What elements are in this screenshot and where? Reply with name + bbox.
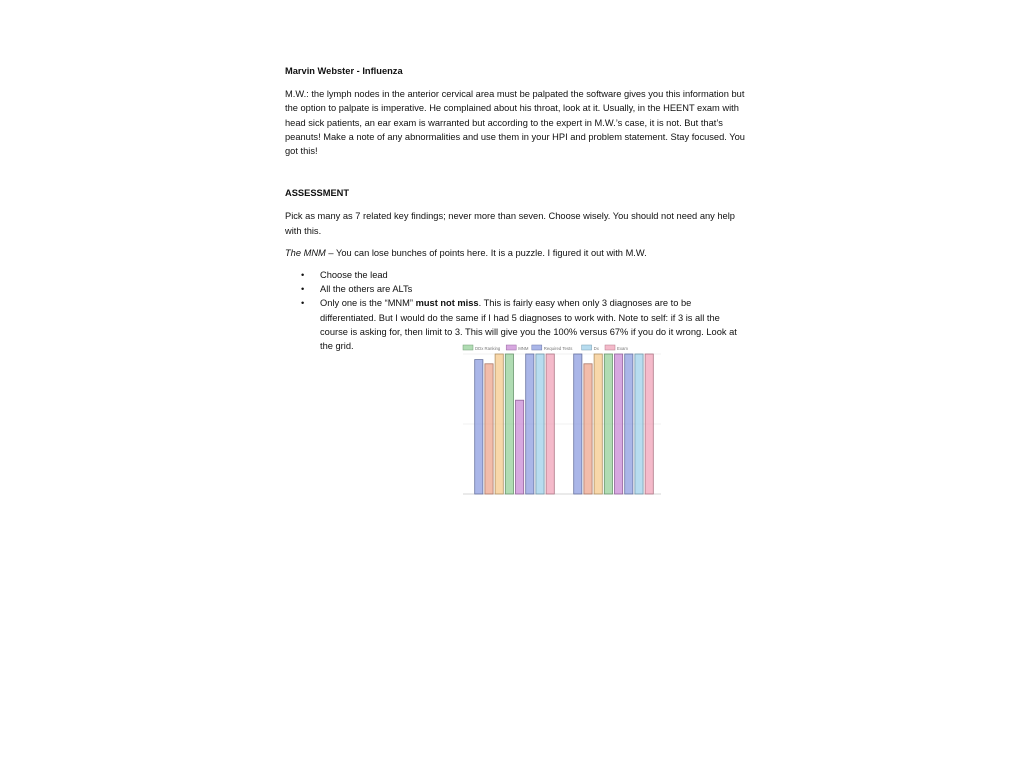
legend-swatch	[463, 345, 473, 350]
bullet-item: • All the others are ALTs	[285, 282, 745, 296]
legend-label: MNM	[518, 345, 529, 351]
bar	[645, 354, 653, 494]
bar	[574, 354, 582, 494]
score-chart	[455, 342, 665, 500]
bullet-list	[285, 268, 745, 353]
bar	[615, 354, 623, 494]
document-title: Marvin Webster - Influenza	[285, 66, 403, 76]
document-page	[285, 64, 745, 353]
bar	[475, 360, 483, 494]
bar	[635, 354, 643, 494]
legend-label: Dx	[593, 345, 599, 351]
bar	[625, 354, 633, 494]
bar	[546, 354, 554, 494]
bar	[495, 354, 503, 494]
bar	[485, 364, 493, 494]
bar	[505, 354, 513, 494]
legend-label: Required Tests	[543, 345, 573, 351]
bar	[604, 354, 612, 494]
mnm-label: The MNM	[285, 247, 326, 258]
mnm-paragraph	[285, 246, 745, 260]
bar	[584, 364, 592, 494]
legend-swatch	[506, 345, 516, 350]
legend-swatch	[605, 345, 615, 350]
bar	[526, 354, 534, 494]
bar	[536, 354, 544, 494]
legend-label: Exam	[617, 345, 628, 351]
legend-swatch	[532, 345, 542, 350]
bullet-item: • Choose the lead	[285, 268, 745, 282]
mnm-text: – You can lose bunches of points here. It is a puzzle. I figured it out with M.W.	[325, 247, 647, 258]
legend-label: DDx Ranking	[475, 345, 501, 351]
bullet-text: . This is fairly easy when only 3 diagnoses are to be differentiated. But I would do the same if I had 5 diagnoses to work with. Note to self: if 3 is all the course is asking for, then limit to 3. This will give you the 100% versus 67% if you do it wrong. Look at the grid.	[320, 298, 737, 352]
score-chart-svg	[455, 342, 665, 500]
bar	[594, 354, 602, 494]
bullet-bold-text: must not miss	[415, 298, 479, 309]
legend-swatch	[582, 345, 592, 350]
intro-paragraph: M.W.: the lymph nodes in the anterior cervical area must be palpated the software gives you this information but the option to palpate is imperative. He complained about his throat, look at it. Usually, in the HEENT exam with head sick patients, an ear exam is warranted but according to the expert in M.W.’s case, it is not. But that’s peanuts! Make a note of any abnormalities and use them in your HPI and problem statement. Stay focused. You got this!	[285, 89, 745, 157]
bullet-text: Only one is the “MNM”	[320, 298, 416, 309]
bar	[516, 400, 524, 494]
assessment-paragraph: Pick as many as 7 related key findings; never more than seven. Choose wisely. You should not need any help with this.	[285, 211, 735, 236]
assessment-heading: ASSESSMENT	[285, 188, 350, 199]
